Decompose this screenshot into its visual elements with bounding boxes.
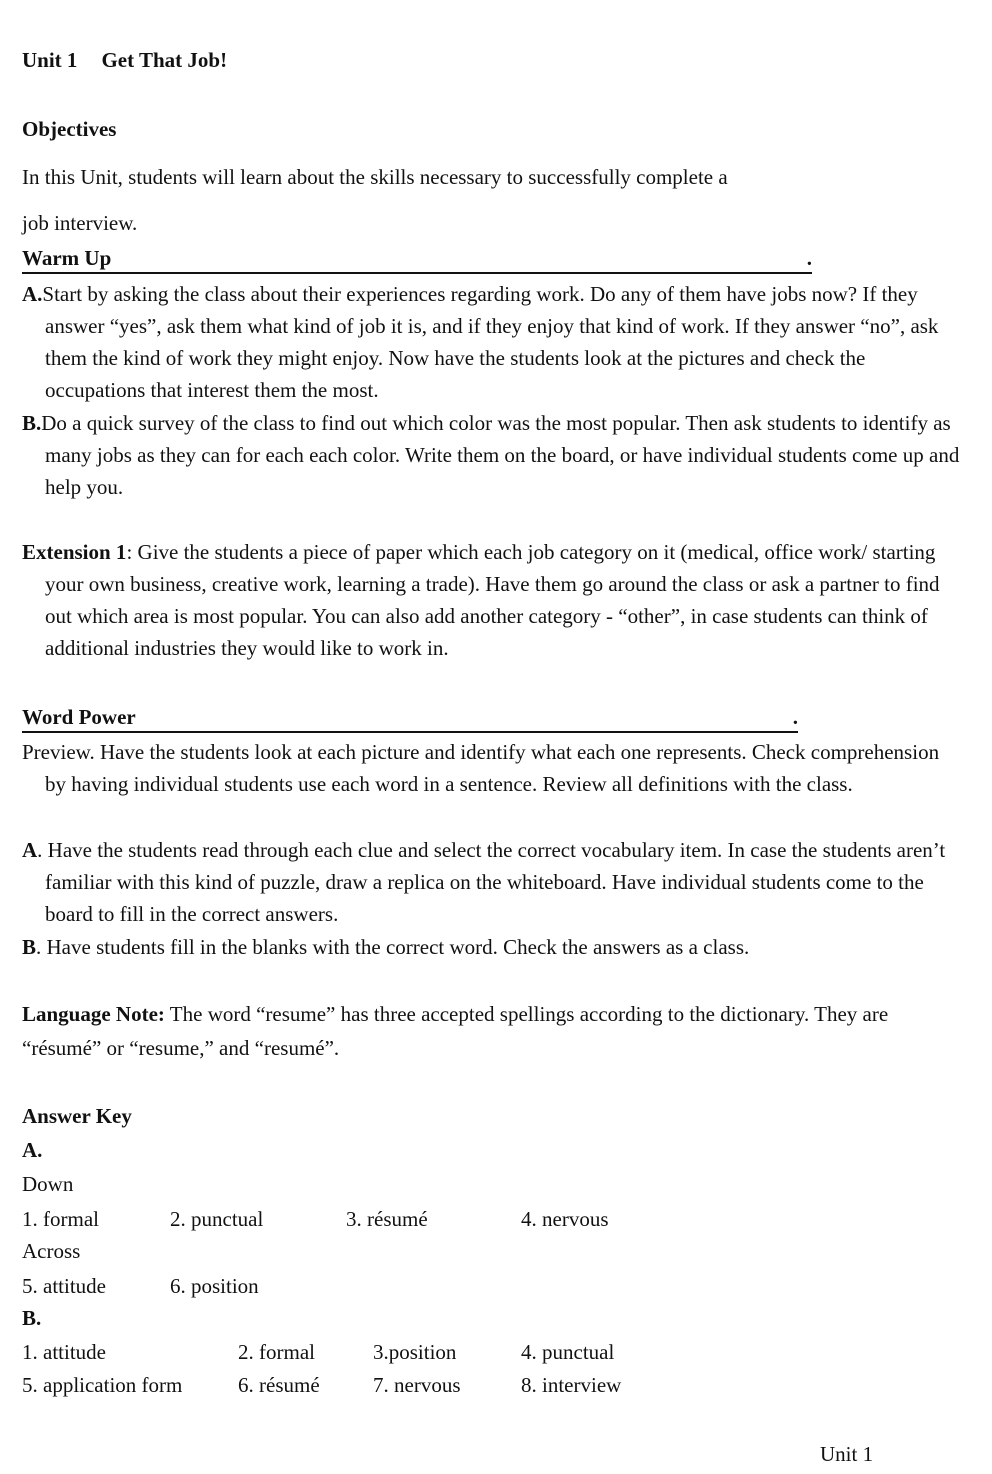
word-power-a-text: . Have the students read through each clue and select the correct vocabulary item. In case the students aren’t familiar with this kind of puzzle, draw a replica on the whiteboard. Have individual students come to the board to fill in the correct answers. [37, 838, 946, 926]
answer-down-1: 1. formal [22, 1207, 99, 1231]
unit-title [22, 44, 227, 76]
answer-key-heading: Answer Key [22, 1104, 132, 1128]
answer-b-1: 1. attitude [22, 1340, 106, 1364]
answer-across-5: 5. attitude [22, 1274, 106, 1298]
warm-up-a-label: A. [22, 282, 43, 306]
answer-b-8: 8. interview [521, 1373, 622, 1397]
answer-b-6: 6. résumé [238, 1373, 320, 1397]
page-footer: Unit 1 [820, 1442, 874, 1466]
warm-up-heading-text: Warm Up [22, 246, 112, 270]
warm-up-heading [22, 242, 812, 274]
extension-paragraph [22, 536, 967, 664]
warm-up-b-text: Do a quick survey of the class to find out which color was the most popular. Then ask students to identify as many jobs as they can for each each color. Write them on the board, or have individual students come up and help you. [41, 411, 960, 499]
unit-number: Unit 1 [22, 48, 78, 72]
word-power-heading [22, 701, 798, 733]
answer-key-a-label: A. [22, 1138, 43, 1162]
unit-name: Get That Job! [101, 48, 228, 72]
answer-b-7: 7. nervous [373, 1373, 461, 1397]
answer-b-3: 3.position [373, 1340, 457, 1364]
answer-key-down-label: Down [22, 1172, 74, 1196]
language-note [22, 997, 947, 1065]
word-power-heading-dot: . [792, 705, 798, 729]
word-power-item-a [22, 834, 965, 930]
answer-key-b-label: B. [22, 1306, 42, 1330]
answer-down-2: 2. punctual [170, 1207, 264, 1231]
warm-up-a-text: Start by asking the class about their experiences regarding work. Do any of them have jobs now? If they answer “yes”, ask them what kind of job it is, and if they enjoy that kind of work. If they answer “no”, ask them the kind of work they might enjoy. Now have the students look at the pictures and check the occupations that interest them the most. [42, 282, 939, 402]
objectives-line-1: In this Unit, students will learn about the skills necessary to successfully complete a [22, 165, 728, 189]
warm-up-item-b [22, 407, 967, 503]
answer-down-3: 3. résumé [346, 1207, 428, 1231]
warm-up-item-a [22, 278, 965, 406]
word-power-b-text: . Have students fill in the blanks with the correct word. Check the answers as a class. [36, 935, 750, 959]
word-power-b-label: B [22, 935, 37, 959]
extension-text: : Give the students a piece of paper which each job category on it (medical, office work/ starting your own business, creative work, learning a trade). Have them go around the class or ask a partner to find out which area is most popular. You can also add another category - “other”, in case students can think of additional industries they would like to work in. [45, 540, 940, 660]
word-power-preview: Preview. Have the students look at each picture and identify what each one represents. Check comprehension by having individual students use each word in a sentence. Review all definitions with the class. [22, 740, 940, 796]
answer-b-5: 5. application form [22, 1373, 183, 1397]
word-power-a-label: A [22, 838, 38, 862]
answer-key-across-label: Across [22, 1239, 81, 1263]
answer-across-6: 6. position [170, 1274, 259, 1298]
language-note-label: Language Note: [22, 1002, 165, 1026]
extension-label: Extension 1 [22, 540, 127, 564]
word-power-heading-text: Word Power [22, 705, 136, 729]
word-power-item-b [22, 931, 965, 963]
warm-up-b-label: B. [22, 411, 42, 435]
answer-down-4: 4. nervous [521, 1207, 609, 1231]
objectives-line-2: job interview. [22, 211, 138, 235]
answer-b-4: 4. punctual [521, 1340, 615, 1364]
warm-up-heading-dot: . [806, 246, 812, 270]
language-note-text: The word “resume” has three accepted spellings according to the dictionary. They are “résumé” or “resume,” and “resumé”. [22, 1002, 889, 1060]
answer-b-2: 2. formal [238, 1340, 315, 1364]
objectives-heading: Objectives [22, 117, 117, 141]
